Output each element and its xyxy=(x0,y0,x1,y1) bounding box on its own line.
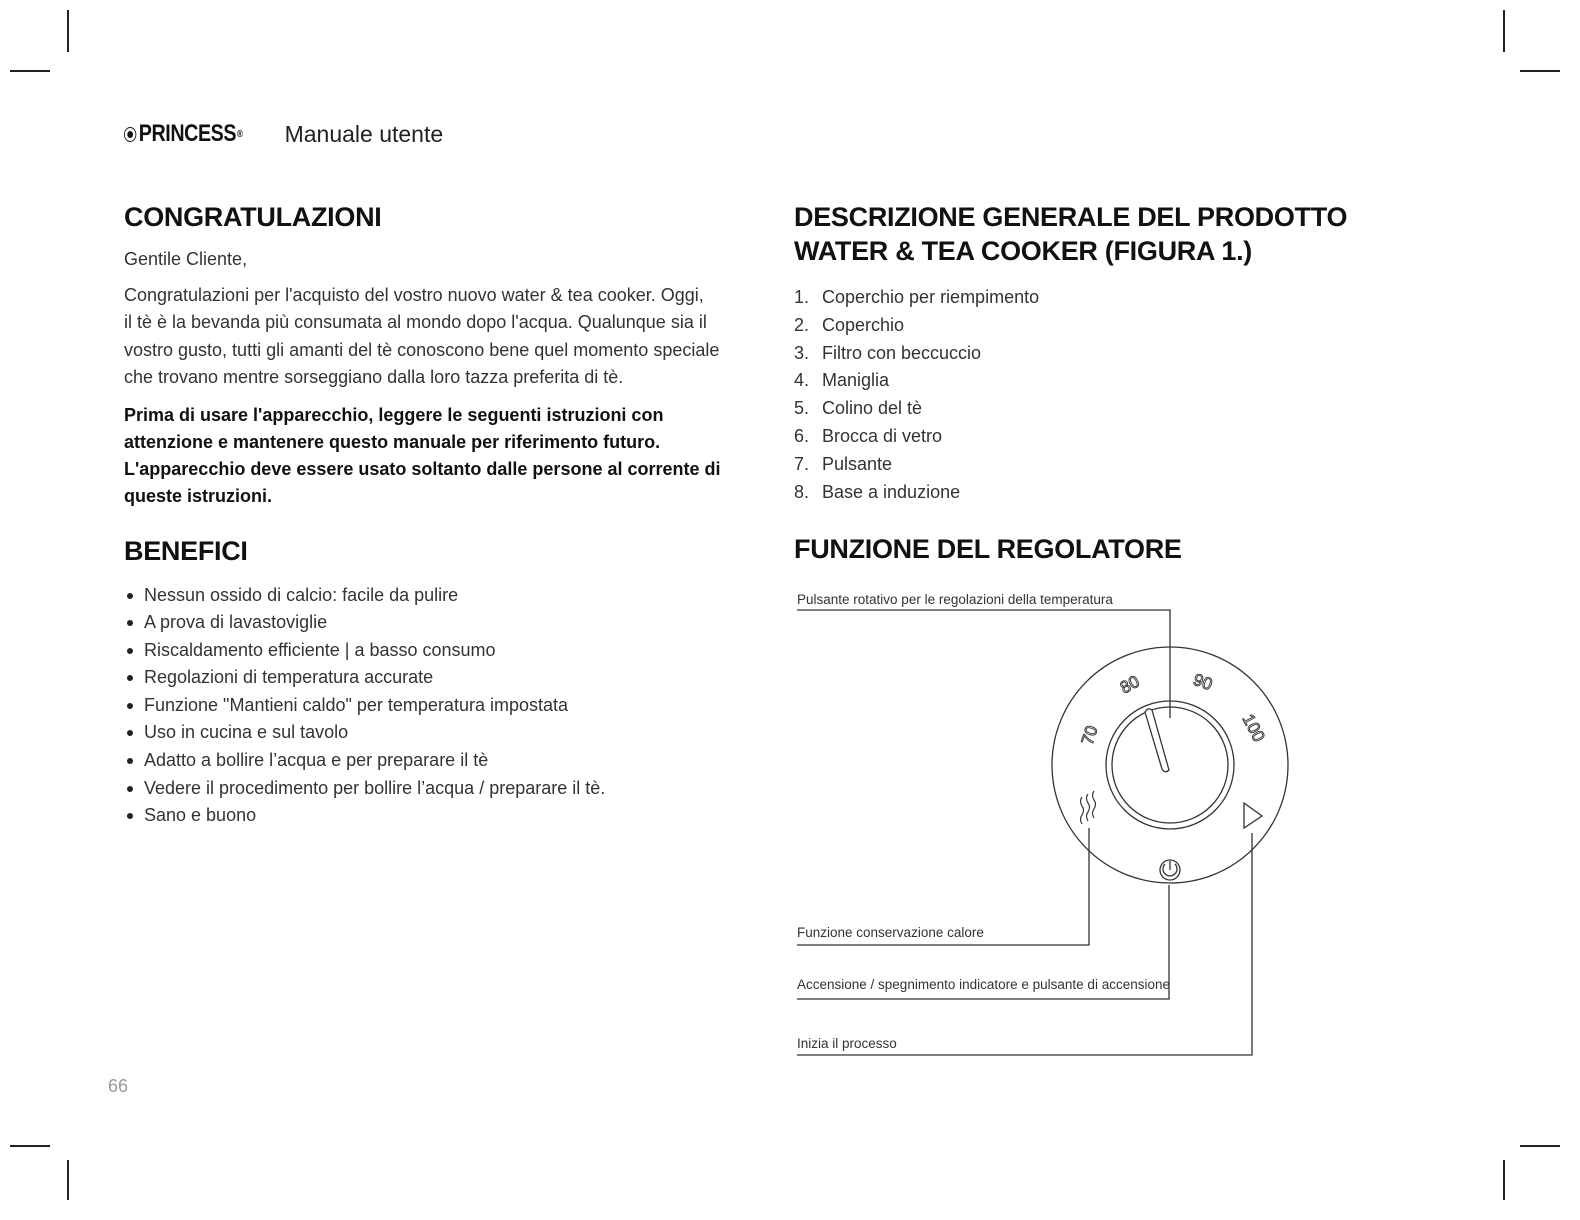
parts-list xyxy=(794,284,1414,506)
power-icon xyxy=(1160,860,1180,880)
crop-mark-top-left-v xyxy=(67,10,69,52)
dial-knob-outer xyxy=(1106,701,1234,829)
page-number: 66 xyxy=(108,1076,129,1096)
part-number: 6. xyxy=(794,425,810,446)
regulator-diagram-svg xyxy=(794,588,1314,1068)
start-triangle-icon xyxy=(1244,803,1262,828)
intro-line: il tè è la bevanda più consumata al mondo dopo l'acqua. Qualunque sia il xyxy=(124,312,707,332)
crop-mark-top-left-h xyxy=(10,70,50,72)
part-item xyxy=(794,451,1414,479)
part-label: Coperchio xyxy=(822,314,905,335)
part-number: 4. xyxy=(794,370,810,391)
part-number: 7. xyxy=(794,453,810,474)
benefit-item: A prova di lavastoviglie xyxy=(124,609,764,637)
right-column xyxy=(794,200,1414,566)
description-heading xyxy=(794,200,1414,268)
intro-paragraph xyxy=(124,282,764,392)
benefit-item: Riscaldamento efficiente | a basso consumo xyxy=(124,637,764,665)
part-number: 2. xyxy=(794,314,810,335)
leader-line-rotary xyxy=(797,610,1170,718)
benefit-item: Adatto a bollire l’acqua e per preparare il tè xyxy=(124,747,764,775)
temp-label-80: 80 xyxy=(1116,671,1143,698)
temp-label-90: 90 xyxy=(1190,669,1215,695)
keep-warm-icon xyxy=(1081,791,1096,824)
temp-label-100: 100 xyxy=(1238,710,1269,745)
dial-pointer xyxy=(1145,709,1169,772)
brand-logo xyxy=(124,120,243,148)
part-label: Colino del tè xyxy=(822,398,923,419)
warning-paragraph xyxy=(124,402,764,510)
warning-line: Prima di usare l'apparecchio, leggere le seguenti istruzioni con xyxy=(124,404,664,425)
leader-line-start xyxy=(797,833,1252,1055)
label-start: Inizia il processo xyxy=(797,1036,897,1051)
benefits-heading: BENEFICI xyxy=(124,535,248,566)
crop-mark-bottom-right-h xyxy=(1520,1145,1560,1147)
part-label: Pulsante xyxy=(822,453,893,474)
part-number: 3. xyxy=(794,342,810,363)
brand-registered-mark: ® xyxy=(236,128,243,140)
part-label: Brocca di vetro xyxy=(822,425,943,446)
dial-knob-inner xyxy=(1112,707,1228,823)
crop-mark-top-right-v xyxy=(1503,10,1505,52)
description-heading-line2: WATER & TEA COOKER (FIGURA 1.) xyxy=(794,236,1252,266)
description-heading-line1: DESCRIZIONE GENERALE DEL PRODOTTO xyxy=(794,202,1348,232)
benefits-list xyxy=(124,582,764,830)
brand-name: PRINCESS xyxy=(138,120,237,147)
temp-label-70: 70 xyxy=(1077,723,1102,748)
part-item xyxy=(794,340,1414,368)
greeting: Gentile Cliente, xyxy=(124,249,248,269)
benefit-item: Nessun ossido di calcio: facile da pulire xyxy=(124,582,764,610)
manual-title: Manuale utente xyxy=(284,120,444,147)
part-number: 1. xyxy=(794,287,810,307)
warning-line: L'apparecchio deve essere usato soltanto dalle persone al corrente di xyxy=(124,458,721,479)
benefit-item: Uso in cucina e sul tavolo xyxy=(124,719,764,747)
warning-line: attenzione e mantenere questo manuale per riferimento futuro. xyxy=(124,431,661,452)
crown-icon xyxy=(124,127,136,142)
crop-mark-top-right-h xyxy=(1520,70,1560,72)
part-item xyxy=(794,423,1414,451)
part-item xyxy=(794,312,1414,340)
part-item xyxy=(794,284,1414,312)
warning-line: queste istruzioni. xyxy=(124,485,273,506)
benefit-item: Sano e buono xyxy=(124,802,764,830)
benefit-item: Regolazioni di temperatura accurate xyxy=(124,664,764,692)
part-item xyxy=(794,367,1414,395)
label-power: Accensione / spegnimento indicatore e pulsante di accensione xyxy=(797,977,1170,992)
crop-mark-bottom-right-v xyxy=(1503,1160,1505,1200)
label-keep-warm: Funzione conservazione calore xyxy=(797,925,984,940)
regulator-diagram xyxy=(794,588,1314,1068)
part-item xyxy=(794,479,1414,507)
part-label: Maniglia xyxy=(822,370,890,391)
label-rotary-knob: Pulsante rotativo per le regolazioni della temperatura xyxy=(797,592,1113,607)
part-number: 8. xyxy=(794,481,810,502)
intro-line: che trovano mentre sorseggiano dalla loro tazza preferita di tè. xyxy=(124,367,624,387)
intro-line: Congratulazioni per l'acquisto del vostro nuovo water & tea cooker. Oggi, xyxy=(124,284,704,305)
part-label: Filtro con beccuccio xyxy=(822,342,982,363)
regulator-heading: FUNZIONE DEL REGOLATORE xyxy=(794,534,1182,565)
intro-line: vostro gusto, tutti gli amanti del tè conoscono bene quel momento speciale xyxy=(124,339,720,360)
benefit-item: Funzione "Mantieni caldo" per temperatura impostata xyxy=(124,692,764,720)
congrats-heading: CONGRATULAZIONI xyxy=(124,202,382,232)
part-label: Coperchio per riempimento xyxy=(822,287,1040,307)
part-label: Base a induzione xyxy=(822,481,961,502)
page-header xyxy=(124,114,443,154)
left-column xyxy=(124,200,764,830)
part-number: 5. xyxy=(794,398,810,419)
part-item xyxy=(794,395,1414,423)
crop-mark-bottom-left-h xyxy=(10,1145,50,1147)
crop-mark-bottom-left-v xyxy=(67,1160,69,1200)
benefit-item: Vedere il procedimento per bollire l’acqua / preparare il tè. xyxy=(124,775,764,803)
